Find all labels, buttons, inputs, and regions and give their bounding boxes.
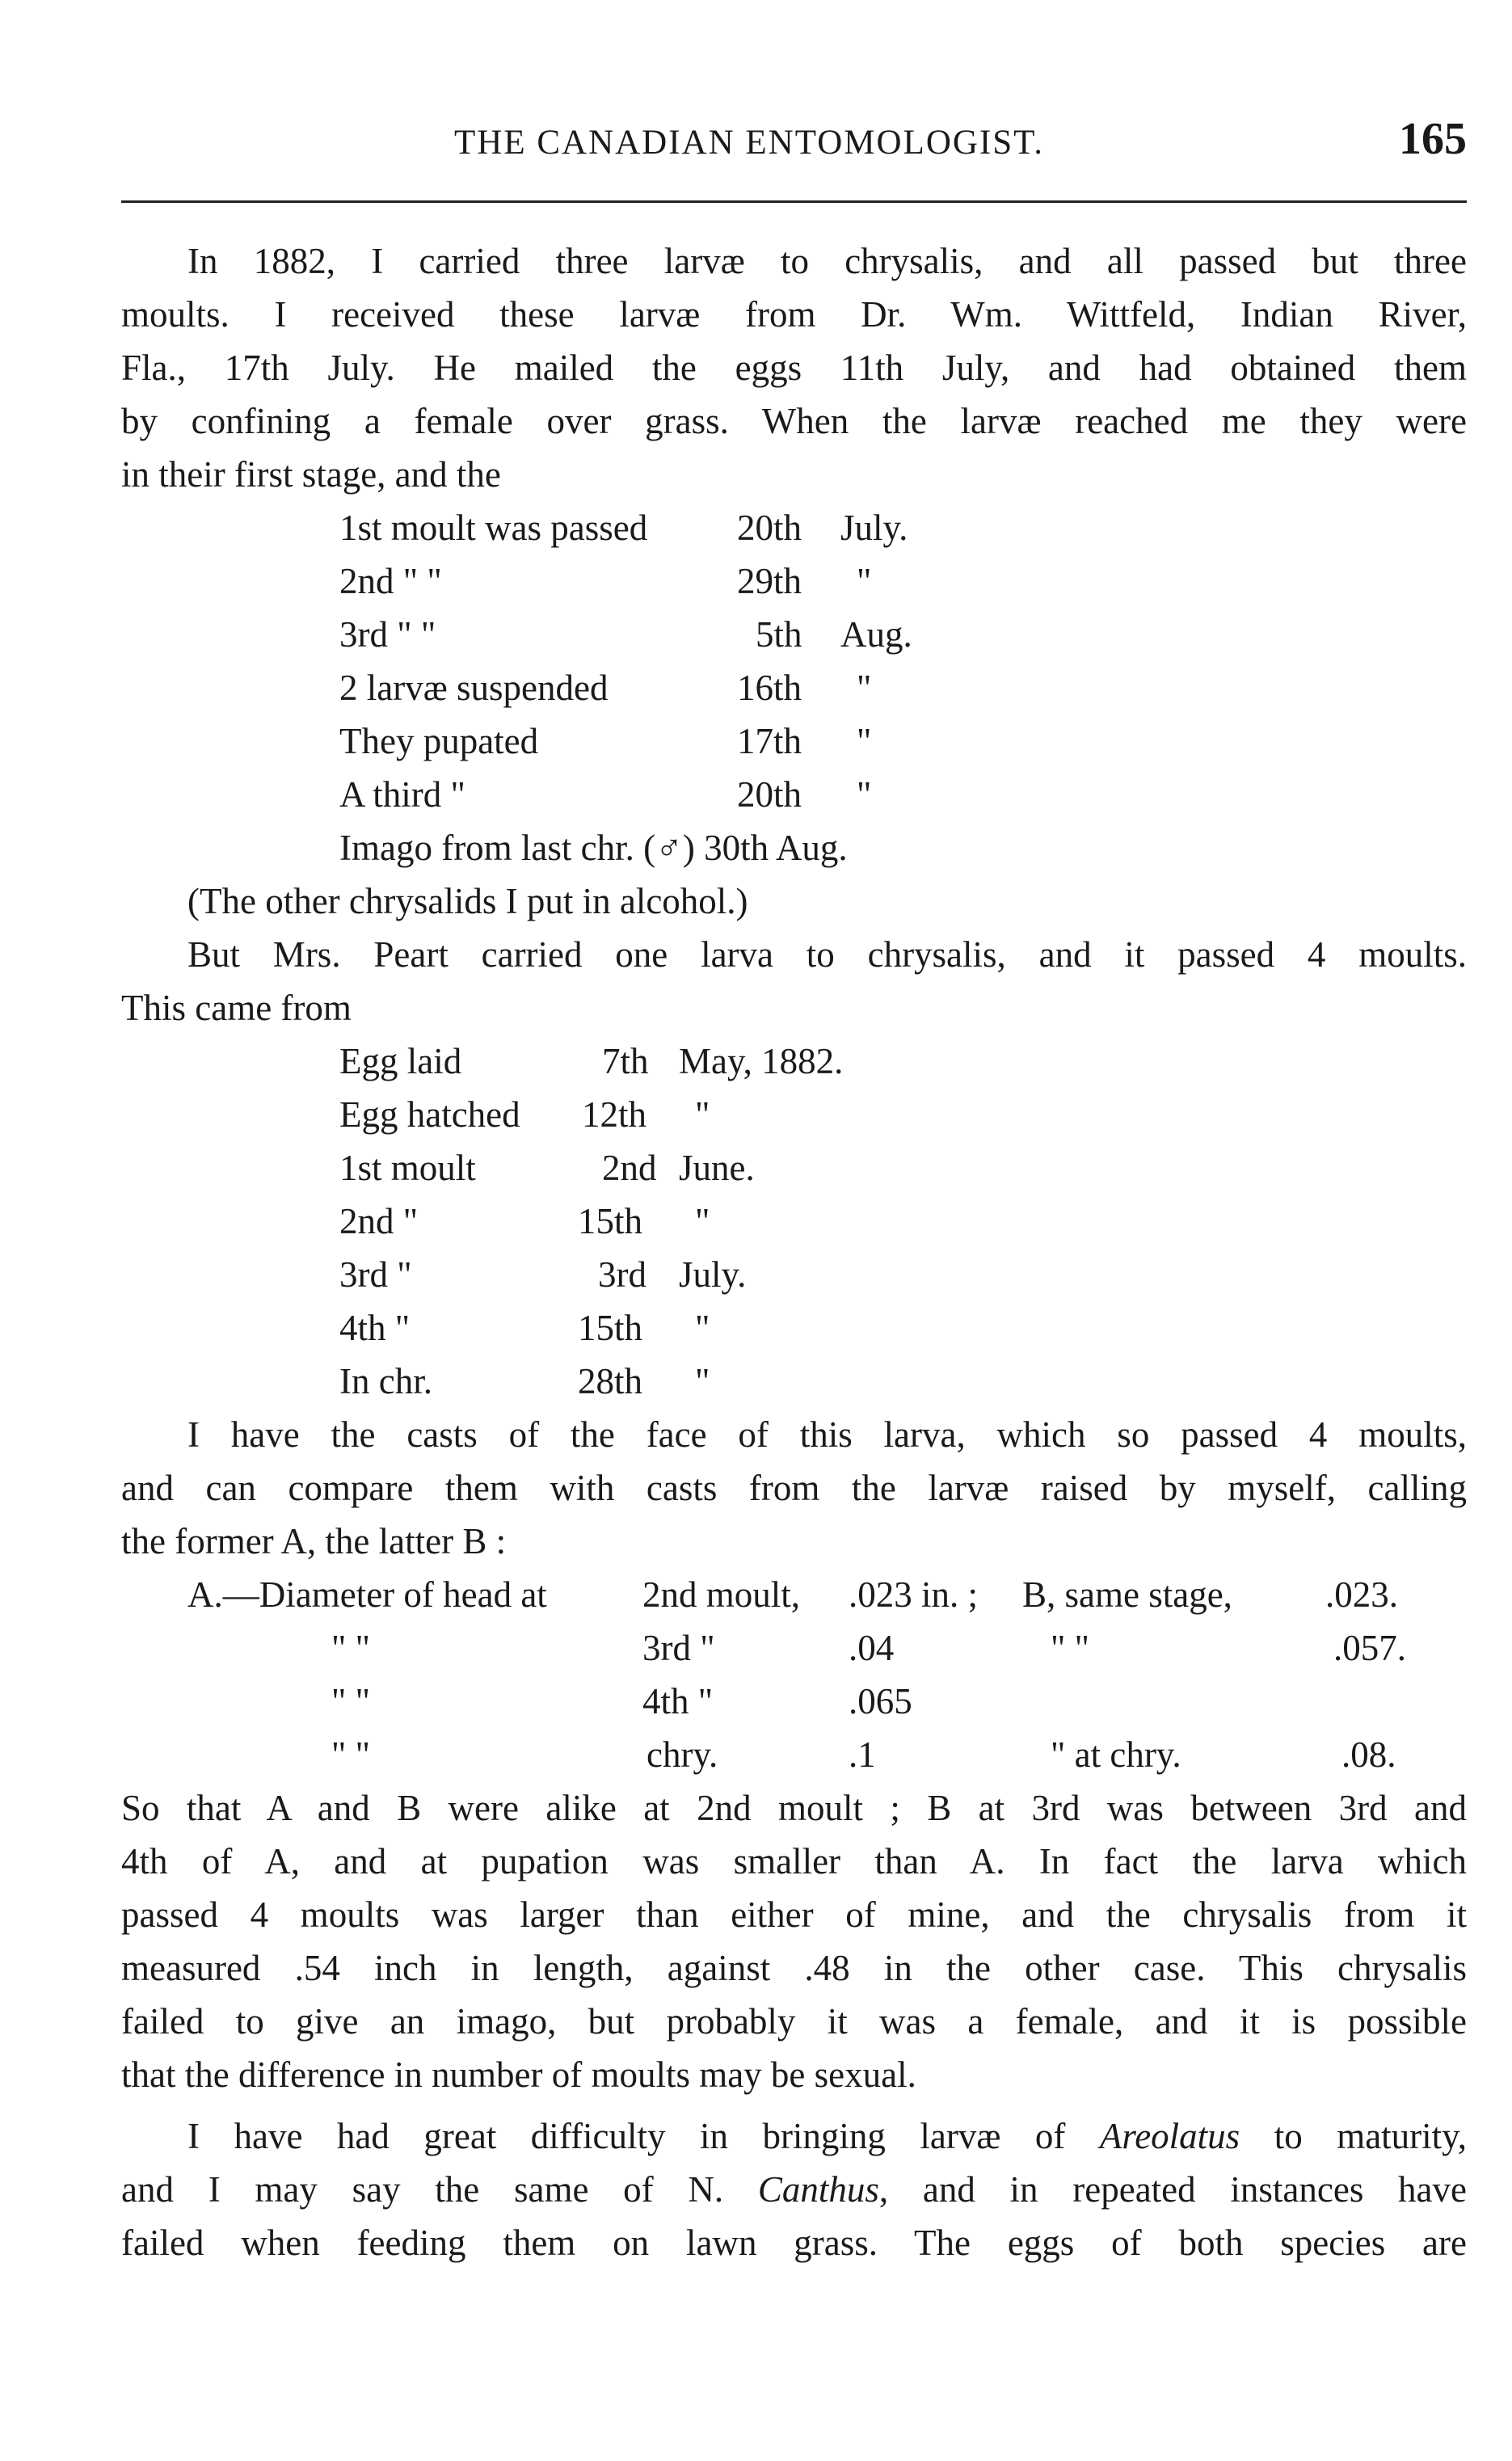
table-cell: 3rd " <box>642 1628 715 1668</box>
table-cell: July. <box>840 508 908 548</box>
page-number: 165 <box>1399 114 1467 164</box>
text-line: failed to give an imago, but probably it was a female, and it is possible <box>121 2001 1467 2042</box>
table-cell: 2 larvæ suspended <box>339 668 609 708</box>
table-cell: 12th <box>582 1094 647 1135</box>
species-name: Canthus <box>757 2169 879 2210</box>
table-cell: 3rd " " <box>339 614 436 655</box>
text-line: Fla., 17th July. He mailed the eggs 11th July, and had obtained them <box>121 348 1467 388</box>
table-cell: " <box>695 1308 710 1348</box>
table-cell: 3rd " <box>339 1254 412 1295</box>
table-cell: 28th <box>578 1361 643 1401</box>
table-cell: 2nd moult, <box>642 1574 801 1615</box>
text-line: and can compare them with casts from the larvæ raised by myself, calling <box>121 1468 1467 1508</box>
table-cell: " <box>695 1361 710 1401</box>
table-cell: In chr. <box>339 1361 432 1401</box>
text-line: This came from <box>121 988 352 1028</box>
table-cell: " <box>857 668 872 708</box>
table-cell: .04 <box>849 1628 895 1668</box>
table-cell: " " <box>331 1628 370 1668</box>
table-cell: They pupated <box>339 721 539 761</box>
text-line: 4th of A, and at pupation was smaller than A. In fact the larva which <box>121 1841 1467 1882</box>
table-cell: 17th <box>737 721 802 761</box>
table-cell: " <box>857 561 872 601</box>
table-cell: B, same stage, <box>1022 1574 1232 1615</box>
text-line: that the difference in number of moults may be sexual. <box>121 2054 916 2095</box>
table-cell: " " <box>331 1734 370 1775</box>
table-cell: 3rd <box>598 1254 646 1295</box>
table-cell: 20th <box>737 774 802 815</box>
table-cell: 1st moult <box>339 1148 476 1188</box>
table-cell: " <box>695 1094 710 1135</box>
table-cell: .023. <box>1325 1574 1398 1615</box>
table-cell: Aug. <box>840 614 912 655</box>
table-cell: 2nd <box>602 1148 657 1188</box>
text-line: So that A and B were alike at 2nd moult ; B at 3rd was between 3rd and <box>121 1788 1467 1828</box>
table-cell: June. <box>679 1148 755 1188</box>
table-cell: 4th " <box>642 1681 714 1721</box>
table-cell: .065 <box>849 1681 912 1721</box>
running-title: THE CANADIAN ENTOMOLOGIST. <box>454 124 1044 162</box>
table-cell: 2nd " <box>339 1201 419 1241</box>
text-line: moults. I received these larvæ from Dr. Wm. Wittfeld, Indian River, <box>121 294 1467 335</box>
text-line: by confining a female over grass. When the larvæ reached me they were <box>121 401 1467 441</box>
table-cell: Imago from last chr. (♂) 30th Aug. <box>339 828 848 868</box>
header-rule <box>121 200 1467 203</box>
table-cell: " at chry. <box>1051 1734 1181 1775</box>
text-line: in their first stage, and the <box>121 454 501 495</box>
table-cell: 29th <box>737 561 802 601</box>
table-cell: " <box>695 1201 710 1241</box>
table-cell: 1st moult was passed <box>339 508 648 548</box>
table-cell: " " <box>1051 1628 1089 1668</box>
table-cell: 4th " <box>339 1308 411 1348</box>
table-cell: 15th <box>578 1308 643 1348</box>
table-cell: chry. <box>646 1734 718 1775</box>
table-cell: 15th <box>578 1201 643 1241</box>
table-cell: 20th <box>737 508 802 548</box>
text-line: measured .54 inch in length, against .48 in the other case. This chrysalis <box>121 1948 1467 1988</box>
table-cell: .057. <box>1333 1628 1406 1668</box>
table-cell: .023 in. ; <box>849 1574 979 1615</box>
table-cell: 2nd " " <box>339 561 442 601</box>
table-cell: 5th <box>756 614 802 655</box>
table-cell: .1 <box>849 1734 876 1775</box>
page-header <box>121 113 1467 178</box>
table-cell: " " <box>331 1681 370 1721</box>
text-run: to maturity, <box>1240 2116 1467 2156</box>
table-cell: 16th <box>737 668 802 708</box>
table-cell: .08. <box>1341 1734 1396 1775</box>
table-cell: Egg laid <box>339 1041 462 1081</box>
table-cell: May, 1882. <box>679 1041 844 1081</box>
text-run: , and in repeated instances have <box>878 2169 1467 2210</box>
text-line: (The other chrysalids I put in alcohol.) <box>187 881 748 921</box>
text-line: I have the casts of the face of this larva, which so passed 4 moults, <box>187 1414 1467 1455</box>
table-cell: A.—Diameter of head at <box>187 1574 547 1615</box>
text-run: and I may say the same of N. <box>121 2169 758 2210</box>
text-line: failed when feeding them on lawn grass. The eggs of both species are <box>121 2223 1467 2263</box>
table-cell: Egg hatched <box>339 1094 520 1135</box>
text-line <box>187 2111 1467 2161</box>
text-line: passed 4 moults was larger than either of mine, and the chrysalis from it <box>121 1894 1467 1935</box>
text-line: the former A, the latter B : <box>121 1521 507 1561</box>
table-cell: " <box>857 774 872 815</box>
table-cell: " <box>857 721 872 761</box>
table-cell: 7th <box>602 1041 649 1081</box>
text-line: But Mrs. Peart carried one larva to chrysalis, and it passed 4 moults. <box>187 934 1467 975</box>
text-run: I have had great difficulty in bringing larvæ of <box>187 2116 1100 2156</box>
species-name: Areolatus <box>1099 2116 1240 2156</box>
table-cell: July. <box>679 1254 747 1295</box>
text-line <box>121 2164 1467 2214</box>
text-line: In 1882, I carried three larvæ to chrysalis, and all passed but three <box>187 241 1467 281</box>
table-cell: A third " <box>339 774 465 815</box>
